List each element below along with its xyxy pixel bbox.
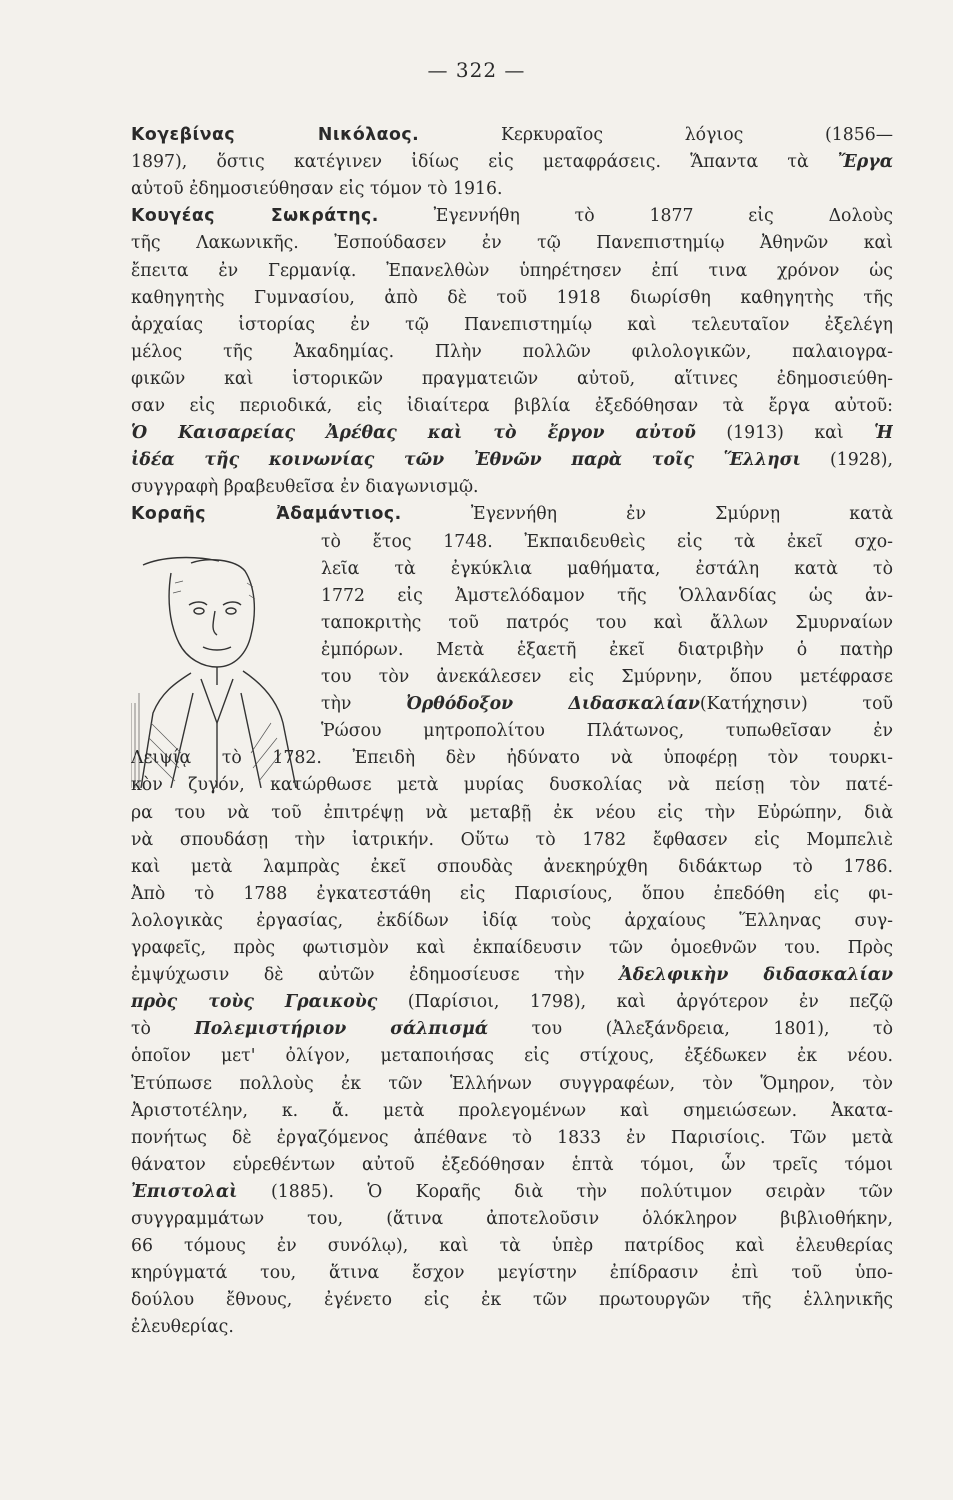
work-title: Ἔργα	[837, 152, 893, 173]
text-run: Λειψίᾳ τὸ 1782. Ἐπειδὴ δὲν ἠδύνατο νὰ ὑποφέρῃ τὸν τουρκι-	[131, 748, 893, 769]
text-run: τὴν	[321, 694, 407, 715]
text-line	[321, 691, 893, 718]
text-run: συγγραφὴ βραβευθεῖσα ἐν διαγωνισμῷ.	[131, 477, 479, 498]
text-run: πονήτως δὲ ἐργαζόμενος ἀπέθανε τὸ 1833 ἐν Παρισίοις. Τῶν μετὰ	[131, 1127, 893, 1148]
text-line	[131, 339, 893, 366]
entry-headword: Κουγέας Σωκράτης.	[131, 206, 379, 227]
text-line	[131, 122, 893, 149]
text-line	[131, 420, 893, 447]
text-line	[131, 285, 893, 312]
work-title: Ἀδελφικὴν διδασκαλίαν	[619, 965, 893, 986]
text-run: τῆς Λακωνικῆς. Ἐσπούδασεν ἐν τῷ Πανεπιστημίῳ Ἀθηνῶν καὶ	[131, 233, 893, 254]
text-line	[131, 1314, 893, 1341]
text-run: Κερκυραῖος λόγιος (1856—	[419, 125, 893, 145]
text-line	[321, 664, 893, 691]
text-run: ρα του νὰ τοῦ ἐπιτρέψῃ νὰ μεταβῇ ἐκ νέου εἰς τὴν Εὐρώπην, διὰ	[131, 802, 893, 823]
text-run: (1913) καὶ	[695, 423, 875, 444]
text-run: δούλου ἔθνους, ἐγένετο εἰς ἐκ τῶν πρωτουργῶν τῆς ἑλληνικῆς	[131, 1290, 893, 1311]
text-run: ἐλευθερίας.	[131, 1317, 234, 1338]
text-run: Ἀπὸ τὸ 1788 ἐγκατεστάθη εἰς Παρισίους, ὅπου ἐπεδόθη εἰς φι-	[131, 883, 893, 904]
text-line	[131, 881, 893, 908]
work-title: πρὸς τοὺς Γραικοὺς	[131, 992, 378, 1013]
text-run: του (Ἀλεξάνδρεια, 1801), τὸ	[488, 1019, 893, 1040]
text-line	[131, 1071, 893, 1098]
text-run: Ῥώσου μητροπολίτου Πλάτωνος, τυπωθεῖσαν ἐν	[321, 721, 893, 742]
text-run: (1928),	[800, 450, 893, 471]
text-line	[131, 1098, 893, 1125]
text-run: κὸν ζυγόν, κατώρθωσε μετὰ μυρίας δυσκολίας νὰ πείσῃ τὸν πατέ-	[131, 775, 893, 796]
text-line	[131, 1233, 893, 1260]
text-line	[131, 989, 893, 1016]
text-run: Ἐγεννήθη τὸ 1877 εἰς Δολοὺς	[378, 206, 893, 227]
text-line	[131, 827, 893, 854]
text-line	[321, 556, 893, 583]
text-line	[131, 1125, 893, 1152]
entry-headword: Κοραῆς Ἀδαμάντιος.	[131, 504, 402, 525]
text-line	[131, 474, 893, 501]
text-run: Ἐτύπωσε πολλοὺς ἐκ τῶν Ἑλλήνων συγγραφέων, τὸν Ὅμηρον, τὸν	[131, 1073, 893, 1094]
work-title: ἰδέα τῆς κοινωνίας τῶν Ἐθνῶν παρὰ τοῖς Ἕλλησι	[131, 450, 801, 471]
text-run: (Παρίσιοι, 1798), καὶ ἀργότερον ἐν πεζῷ	[377, 992, 893, 1013]
text-run: γραφεῖς, πρὸς φωτισμὸν καὶ ἐκπαίδευσιν τῶν ὁμοεθνῶν του. Πρὸς	[131, 938, 893, 958]
text-run: καθηγητὴς Γυμνασίου, ἀπὸ δὲ τοῦ 1918 διωρίσθη καθηγητὴς τῆς	[131, 287, 893, 308]
text-line	[321, 718, 893, 745]
text-line	[321, 610, 893, 637]
work-title: Ἐπιστολαὶ	[131, 1181, 238, 1202]
text-line	[321, 583, 893, 610]
text-line	[321, 529, 893, 556]
text-line	[131, 908, 893, 935]
text-line	[131, 854, 893, 881]
text-line	[131, 1016, 893, 1043]
text-line	[131, 1152, 893, 1179]
text-run: μέλος τῆς Ἀκαδημίας. Πλὴν πολλῶν φιλολογικῶν, παλαιογρα-	[131, 341, 893, 362]
text-run: ὁποῖον μετ' ὀλίγον, μεταποιήσας εἰς στίχους, ἐξέδωκεν ἐκ νέου.	[131, 1046, 893, 1067]
work-title: Ὀρθόδοξον Διδασκαλίαν	[406, 694, 700, 715]
text-line	[131, 149, 893, 176]
text-line	[131, 312, 893, 339]
page-number: — 322 —	[427, 58, 526, 82]
text-line	[131, 935, 893, 962]
text-run: ταποκριτὴς τοῦ πατρός του καὶ ἄλλων Σμυρναίων	[321, 612, 893, 633]
text-line	[131, 1287, 893, 1314]
text-run: τὸ	[131, 1019, 195, 1040]
text-run: Ἐγεννήθη ἐν Σμύρνῃ κατὰ	[401, 504, 893, 525]
text-run: λεῖα τὰ ἐγκύκλια μαθήματα, ἐστάλη κατὰ τὸ	[321, 558, 893, 579]
text-run: Ἀριστοτέλην, κ. ἄ. μετὰ προλεγομένων καὶ σημειώσεων. Ἀκατα-	[131, 1100, 893, 1121]
text-line	[131, 800, 893, 827]
text-run: 66 τόμους ἐν συνόλῳ), καὶ τὰ ὑπὲρ πατρίδος καὶ ἐλευθερίας	[131, 1236, 893, 1257]
work-title: Πολεμιστήριον σάλπισμά	[194, 1019, 489, 1040]
text-line	[131, 1260, 893, 1287]
text-line	[131, 366, 893, 393]
text-run: 1772 εἰς Ἀμστελόδαμον τῆς Ὁλλανδίας ὡς ἀν-	[321, 585, 893, 606]
text-line	[131, 203, 893, 230]
work-title: Ἡ	[874, 423, 893, 444]
text-line	[131, 1179, 893, 1206]
text-line	[131, 1043, 893, 1070]
text-run: καὶ μετὰ λαμπρὰς ἐκεῖ σπουδὰς ἀνεκηρύχθη διδάκτωρ τὸ 1786.	[131, 856, 893, 877]
text-run: (1885). Ὁ Κοραῆς διὰ τὴν πολύτιμον σειρὰν τῶν	[237, 1181, 893, 1202]
text-line	[131, 1206, 893, 1233]
text-run: συγγραμμάτων του, (ἅτινα ἀποτελοῦσιν ὁλόκληρον βιβλιοθήκην,	[131, 1209, 893, 1229]
text-run: του τὸν ἀνεκάλεσεν εἰς Σμύρνην, ὅπου μετέφρασε	[321, 667, 893, 687]
text-run: ἀρχαίας ἱστορίας ἐν τῷ Πανεπιστημίῳ καὶ τελευταῖον ἐξελέγη	[131, 314, 893, 335]
text-run: λολογικὰς ἐργασίας, ἐκδίδων ἰδίᾳ τοὺς ἀρχαίους Ἕλληνας συγ-	[131, 910, 893, 931]
text-run: θάνατον εὑρεθέντων αὐτοῦ ἐξεδόθησαν ἑπτὰ τόμοι, ὧν τρεῖς τόμοι	[131, 1154, 893, 1175]
text-run: 1897), ὅστις κατέγινεν ἰδίως εἰς μεταφράσεις. Ἅπαντα τὰ	[131, 152, 838, 173]
text-line	[131, 745, 893, 772]
text-run: ἐμπόρων. Μετὰ ἑξαετῆ ἐκεῖ διατριβὴν ὁ πατὴρ	[321, 639, 893, 660]
text-line	[131, 258, 893, 285]
text-line	[131, 447, 893, 474]
text-line	[131, 962, 893, 989]
work-title: Ὁ Καισαρείας Ἀρέθας καὶ τὸ ἔργον αὐτοῦ	[131, 423, 696, 444]
text-line	[131, 772, 893, 799]
text-run: σαν εἰς περιοδικά, εἰς ἰδιαίτερα βιβλία ἐξεδόθησαν τὰ ἔργα αὐτοῦ:	[131, 396, 893, 416]
text-line	[131, 501, 893, 528]
text-run: κηρύγματά του, ἅτινα ἔσχον μεγίστην ἐπίδρασιν ἐπὶ τοῦ ὑπο-	[131, 1263, 893, 1284]
text-run: νὰ σπουδάσῃ τὴν ἰατρικήν. Οὕτω τὸ 1782 ἔφθασεν εἰς Μομπελιὲ	[131, 829, 893, 850]
text-line	[131, 230, 893, 257]
text-run: ἐμψύχωσιν δὲ αὐτῶν ἐδημοσίευσε τὴν	[131, 965, 620, 986]
text-run: αὐτοῦ ἐδημοσιεύθησαν εἰς τόμον τὸ 1916.	[131, 179, 503, 200]
text-run: (Κατήχησιν) τοῦ	[699, 694, 893, 715]
text-run: τὸ ἔτος 1748. Ἐκπαιδευθεὶς εἰς τὰ ἐκεῖ σχο-	[321, 531, 893, 552]
text-line	[131, 176, 893, 203]
text-line	[131, 393, 893, 420]
text-run: ἔπειτα ἐν Γερμανίᾳ. Ἐπανελθὼν ὑπηρέτησεν ἐπί τινα χρόνον ὡς	[131, 260, 893, 281]
text-line	[321, 637, 893, 664]
entry-headword: Κογεβίνας Νικόλαος.	[131, 125, 420, 145]
text-run: φικῶν καὶ ἱστορικῶν πραγματειῶν αὐτοῦ, αἵτινες ἐδημοσιεύθη-	[131, 368, 893, 389]
